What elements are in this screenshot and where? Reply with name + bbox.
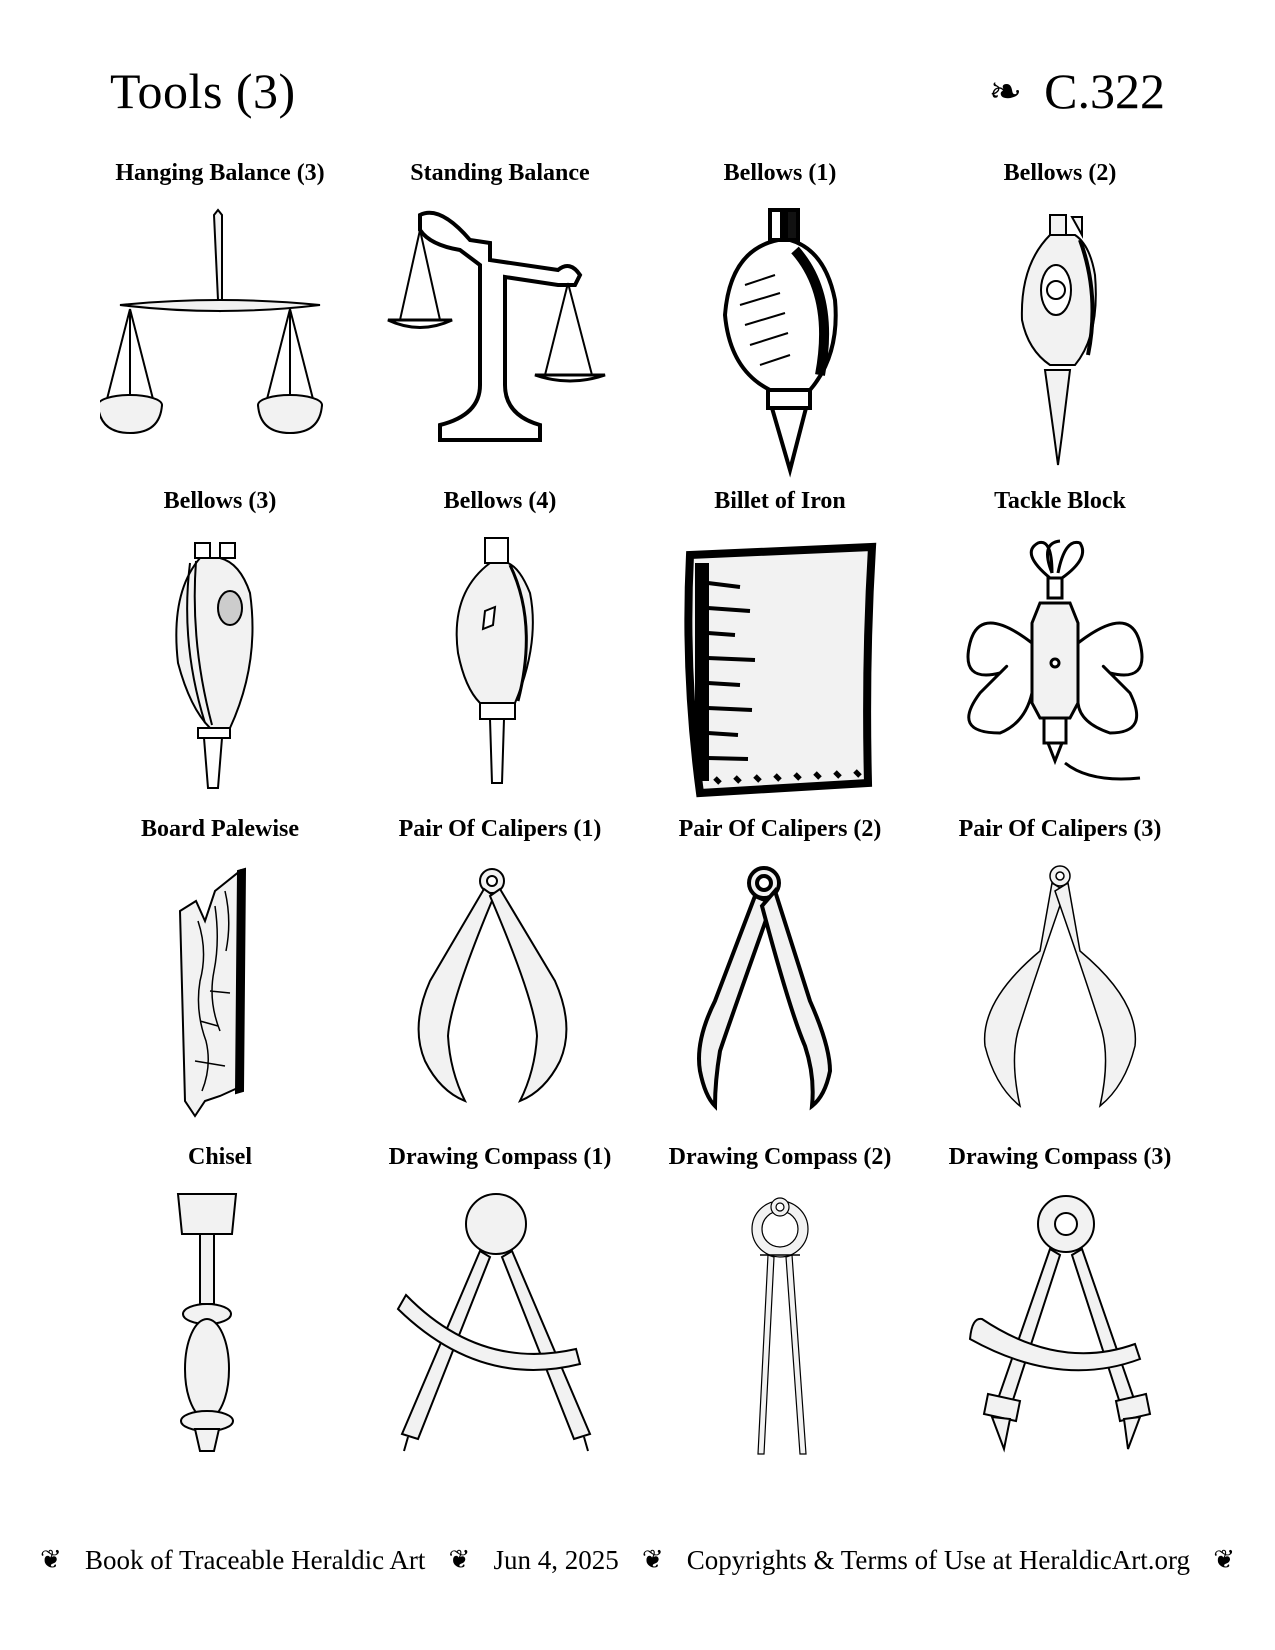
grid-cell [360, 150, 640, 495]
bellows-2-icon [940, 205, 1180, 480]
standing-balance-icon [380, 205, 620, 480]
page-title: Tools (3) [110, 63, 296, 119]
plate-label: C.322 [1044, 63, 1165, 119]
item-label: Drawing Compass (1) [388, 1144, 612, 1170]
tackle-block-icon [940, 533, 1180, 808]
drawing-compass-2-icon [660, 1189, 900, 1464]
grid-cell [920, 806, 1200, 1151]
grid-cell [80, 478, 360, 823]
item-label: Bellows (4) [443, 488, 557, 514]
item-label: Bellows (1) [723, 160, 837, 186]
grid-cell [360, 806, 640, 1151]
fleuron-icon: ❧ [988, 68, 1023, 114]
footer-book-title: Book of Traceable Heraldic Art [84, 1544, 426, 1575]
fleuron-icon: ❦ [641, 1545, 664, 1574]
item-label: Bellows (3) [163, 488, 277, 514]
footer-date: Jun 4, 2025 [493, 1544, 619, 1575]
item-label: Drawing Compass (3) [948, 1144, 1172, 1170]
grid-cell [640, 478, 920, 823]
page-footer [40, 1540, 1235, 1580]
grid-cell [920, 1134, 1200, 1479]
item-label: Billet of Iron [714, 488, 846, 514]
drawing-compass-3-icon [940, 1189, 1180, 1464]
grid-cell [360, 1134, 640, 1479]
item-label: Pair Of Calipers (1) [398, 816, 602, 842]
item-label: Drawing Compass (2) [668, 1144, 892, 1170]
calipers-1-icon [380, 861, 620, 1136]
item-label: Pair Of Calipers (3) [958, 816, 1162, 842]
drawing-compass-1-icon [380, 1189, 620, 1464]
item-label: Pair Of Calipers (2) [678, 816, 882, 842]
grid-cell [640, 1134, 920, 1479]
plate-number [989, 62, 1165, 120]
billet-of-iron-icon [660, 533, 900, 808]
bellows-1-icon [660, 205, 900, 480]
grid-cell [920, 478, 1200, 823]
grid-cell [640, 150, 920, 495]
hanging-balance-icon [100, 205, 340, 480]
bellows-3-icon [100, 533, 340, 808]
grid-cell [360, 478, 640, 823]
item-label: Standing Balance [410, 160, 590, 186]
board-palewise-icon [100, 861, 340, 1136]
fleuron-icon: ❦ [40, 1545, 62, 1574]
footer-copyright: Copyrights & Terms of Use at HeraldicArt.org [686, 1544, 1191, 1575]
chisel-icon [100, 1189, 340, 1464]
item-label: Board Palewise [141, 816, 299, 842]
item-label: Bellows (2) [1003, 160, 1117, 186]
fleuron-icon: ❦ [1213, 1545, 1235, 1574]
grid-cell [80, 150, 360, 495]
bellows-4-icon [380, 533, 620, 808]
grid-cell [80, 806, 360, 1151]
calipers-3-icon [940, 861, 1180, 1136]
fleuron-icon: ❦ [448, 1545, 471, 1574]
grid-cell [920, 150, 1200, 495]
grid-cell [640, 806, 920, 1151]
item-label: Chisel [187, 1144, 252, 1170]
calipers-2-icon [660, 861, 900, 1136]
item-label: Tackle Block [994, 488, 1126, 514]
grid-cell [80, 1134, 360, 1479]
item-label: Hanging Balance (3) [115, 160, 325, 186]
